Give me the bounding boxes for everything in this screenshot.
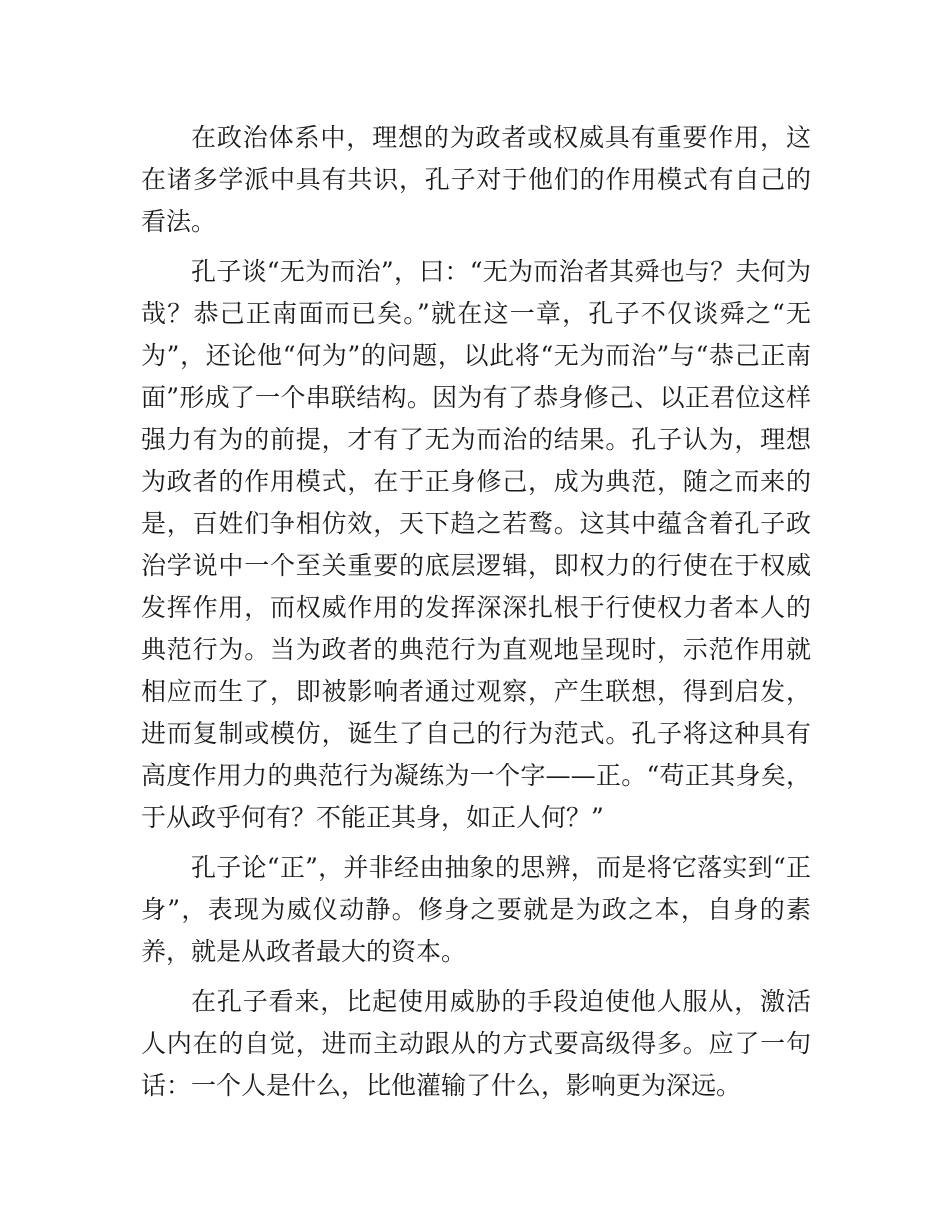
paragraph-1: 在政治体系中，理想的为政者或权威具有重要作用，这在诸多学派中具有共识，孔子对于他们的作用模式有自己的看法。 — [141, 123, 811, 236]
document-body — [141, 117, 811, 1115]
paragraph-2: 孔子谈“无为而治”，曰：“无为而治者其舜也与？夫何为哉？恭己正南面而已矣。”就在这一章，孔子不仅谈舜之“无为”，还论他“何为”的问题，以此将“无为而治”与“恭己正南面”形成了一个串联结构。因为有了恭身修己、以正君位这样强力有为的前提，才有了无为而治的结果。孔子认为，理想为政者的作用模式，在于正身修己，成为典范，随之而来的是，百姓们争相仿效，天下趋之若鹜。这其中蕴含着孔子政治学说中一个至关重要的底层逻辑，即权力的行使在于权威发挥作用，而权威作用的发挥深深扎根于行使权力者本人的典范行为。当为政者的典范行为直观地呈现时，示范作用就相应而生了，即被影响者通过观察，产生联想，得到启发，进而复制或模仿，诞生了自己的行为范式。孔子将这种具有高度作用力的典范行为凝练为一个字——正。“苟正其身矣，于从政乎何有？不能正其身，如正人何？” — [141, 257, 811, 832]
paragraph-3: 孔子论“正”，并非经由抽象的思辨，而是将它落实到“正身”，表现为威仪动静。修身之要就是为政之本，自身的素养，就是从政者最大的资本。 — [141, 853, 811, 966]
paragraph-4: 在孔子看来，比起使用威胁的手段迫使他人服从，激活人内在的自觉，进而主动跟从的方式要高级得多。应了一句话：一个人是什么，比他灌输了什么，影响更为深远。 — [141, 987, 811, 1100]
